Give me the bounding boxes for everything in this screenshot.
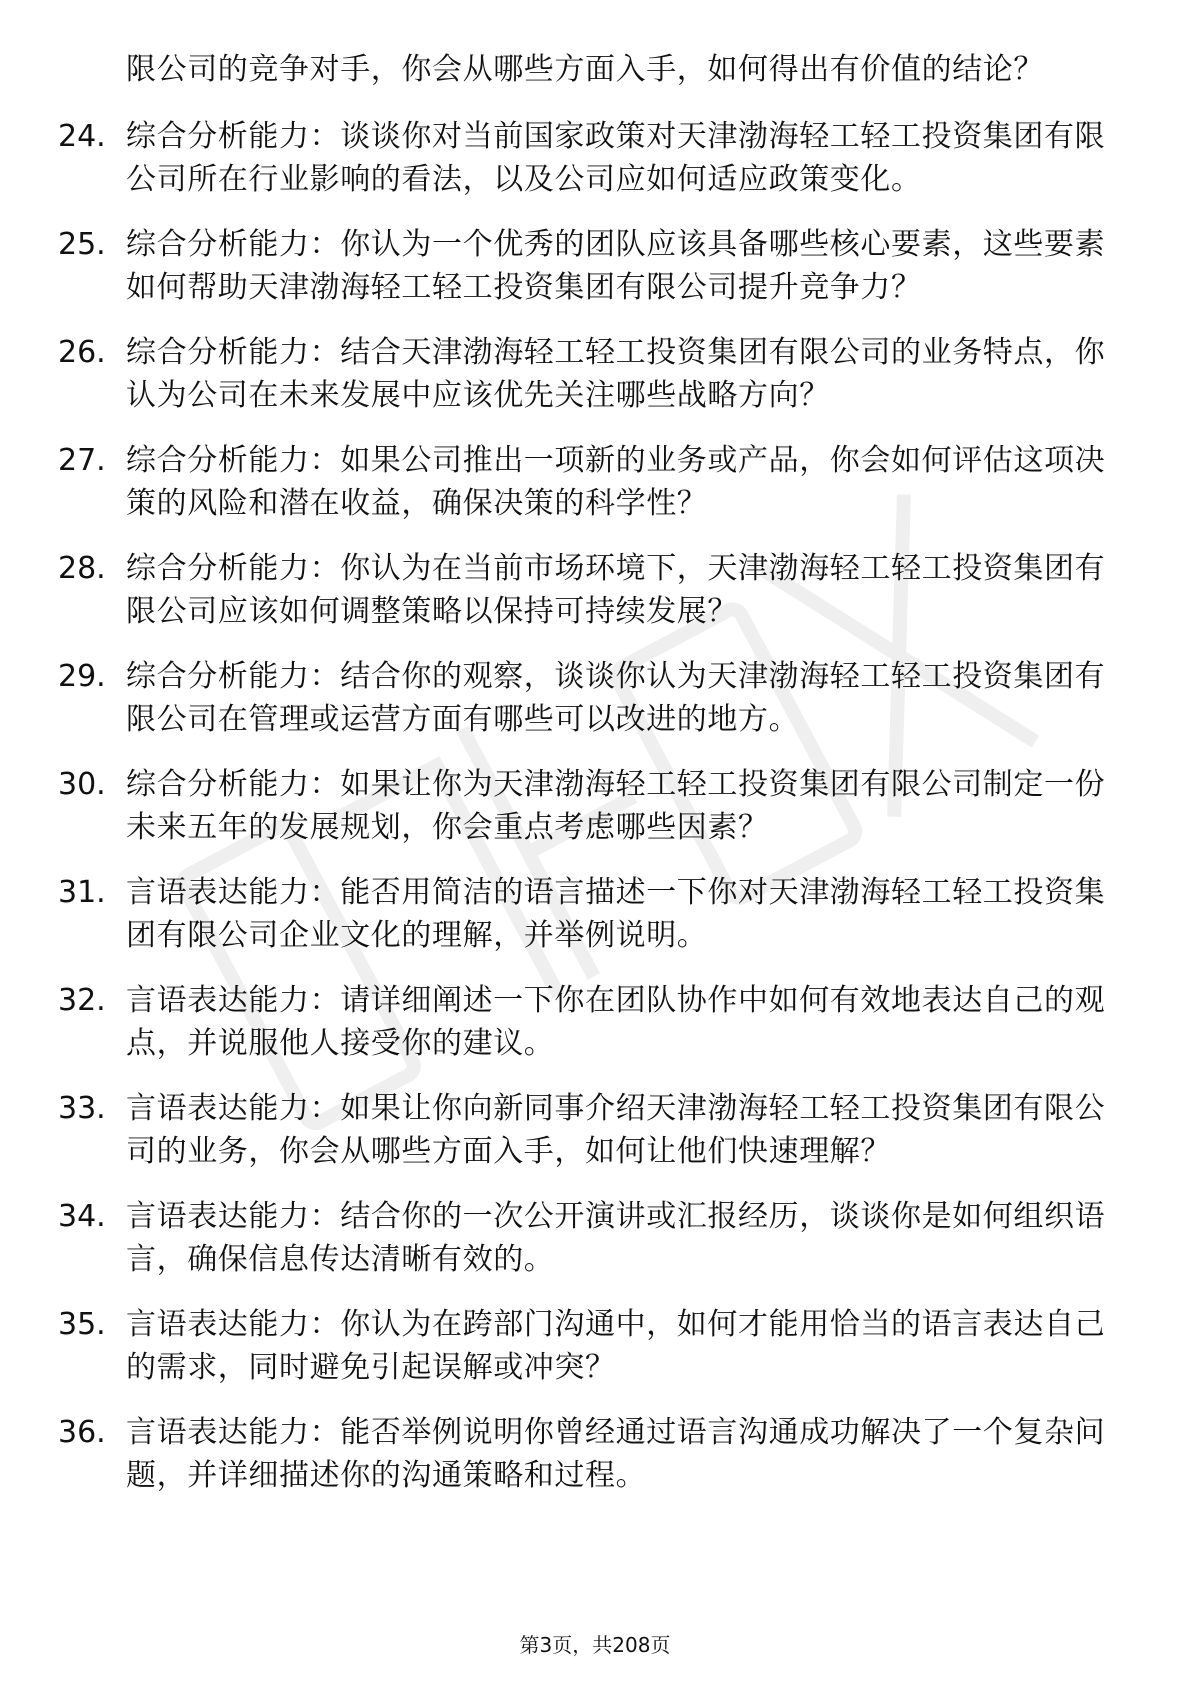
item-number: 28. <box>58 551 106 586</box>
item-number: 24. <box>58 119 106 154</box>
item-number: 25. <box>58 227 106 262</box>
list-item <box>58 763 1108 849</box>
list-item <box>58 655 1108 741</box>
item-text: 言语表达能力：请详细阐述一下你在团队协作中如何有效地表达自己的观点，并说服他人接受你的建议。 <box>126 983 1106 1061</box>
list-item <box>58 979 1108 1065</box>
item-text: 言语表达能力：如果让你向新同事介绍天津渤海轻工轻工投资集团有限公司的业务，你会从哪些方面入手，如何让他们快速理解？ <box>126 1091 1106 1169</box>
item-text: 综合分析能力：谈谈你对当前国家政策对天津渤海轻工轻工投资集团有限公司所在行业影响的看法，以及公司应如何适应政策变化。 <box>126 119 1106 197</box>
list-item <box>58 439 1108 525</box>
list-item <box>58 547 1108 633</box>
question-list <box>58 48 1108 1519</box>
list-item <box>58 871 1108 957</box>
item-text: 言语表达能力：能否举例说明你曾经通过语言沟通成功解决了一个复杂问题，并详细描述你的沟通策略和过程。 <box>126 1415 1106 1493</box>
item-text: 综合分析能力：你认为在当前市场环境下，天津渤海轻工轻工投资集团有限公司应该如何调整策略以保持可持续发展？ <box>126 551 1106 629</box>
item-text: 言语表达能力：你认为在跨部门沟通中，如何才能用恰当的语言表达自己的需求，同时避免引起误解或冲突？ <box>126 1307 1106 1385</box>
item-number: 31. <box>58 875 106 910</box>
item-text: 综合分析能力：如果让你为天津渤海轻工轻工投资集团有限公司制定一份未来五年的发展规划，你会重点考虑哪些因素？ <box>126 767 1106 845</box>
item-number: 26. <box>58 335 106 370</box>
item-number: 36. <box>58 1415 106 1450</box>
item-number: 35. <box>58 1307 106 1342</box>
item-text: 综合分析能力：如果公司推出一项新的业务或产品，你会如何评估这项决策的风险和潜在收益，确保决策的科学性？ <box>126 443 1106 521</box>
list-item <box>58 223 1108 309</box>
list-item <box>58 1411 1108 1497</box>
item-number: 34. <box>58 1199 106 1234</box>
list-item <box>58 1087 1108 1173</box>
item-number: 30. <box>58 767 106 802</box>
item-text: 综合分析能力：你认为一个优秀的团队应该具备哪些核心要素，这些要素如何帮助天津渤海轻工轻工投资集团有限公司提升竞争力？ <box>126 227 1106 305</box>
page-indicator: 第3页，共208页 <box>519 1633 671 1657</box>
item-number: 32. <box>58 983 106 1018</box>
list-item <box>58 1303 1108 1389</box>
list-item <box>58 331 1108 417</box>
item-number: 33. <box>58 1091 106 1126</box>
item-number: 29. <box>58 659 106 694</box>
item-text: 综合分析能力：结合你的观察，谈谈你认为天津渤海轻工轻工投资集团有限公司在管理或运营方面有哪些可以改进的地方。 <box>126 659 1106 737</box>
list-item <box>58 1195 1108 1281</box>
list-item-continuation <box>58 48 1108 91</box>
list-item <box>58 115 1108 201</box>
item-text: 言语表达能力：结合你的一次公开演讲或汇报经历，谈谈你是如何组织语言，确保信息传达清晰有效的。 <box>126 1199 1106 1277</box>
item-text: 综合分析能力：结合天津渤海轻工轻工投资集团有限公司的业务特点，你认为公司在未来发展中应该优先关注哪些战略方向？ <box>126 335 1106 413</box>
item-text: 言语表达能力：能否用简洁的语言描述一下你对天津渤海轻工轻工投资集团有限公司企业文化的理解，并举例说明。 <box>126 875 1106 953</box>
item-text: 限公司的竞争对手，你会从哪些方面入手，如何得出有价值的结论？ <box>126 52 1044 87</box>
item-number: 27. <box>58 443 106 478</box>
